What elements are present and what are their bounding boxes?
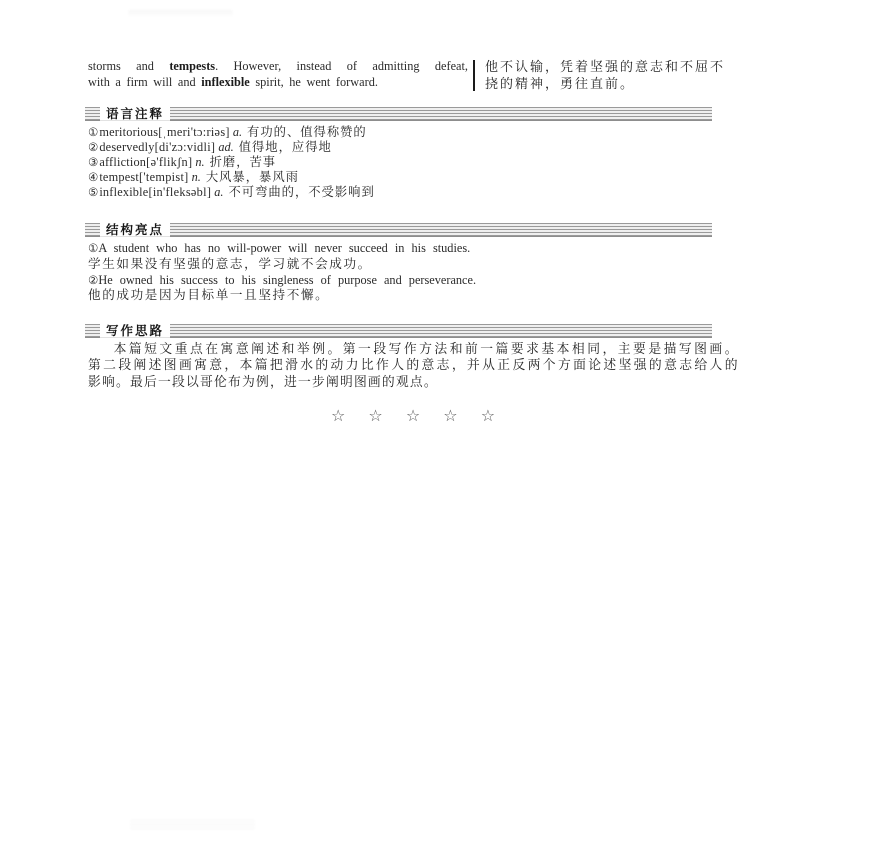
star-icon: ☆ — [368, 406, 383, 425]
column-divider-rule — [473, 60, 475, 91]
example-sentence-zh: 学生如果没有坚强的意志，学习就不会成功。 — [88, 256, 372, 271]
circled-number: ⑤ — [88, 185, 99, 199]
sentence-text: A student who has no will-power will never succeed in his studies. — [98, 241, 471, 255]
vocabulary-list — [88, 125, 733, 200]
chinese-meaning: 不可弯曲的，不受影响到 — [228, 185, 375, 199]
phonetic: ['tempist] — [138, 170, 189, 184]
chinese-meaning: 有功的、值得称赞的 — [247, 125, 367, 139]
phonetic: [ə'flikʃn] — [146, 155, 193, 169]
phonetic: [ˌmeri'tɔ:riəs] — [158, 125, 230, 139]
paragraph-line-1: 本篇短文重点在寓意阐述和举例。第一段写作方法和前一篇要求基本相同，主要是描写图画。 — [113, 342, 738, 356]
section-header-language-notes — [85, 107, 712, 121]
phonetic: [in'fleksəbl] — [148, 185, 212, 199]
vocab-entry — [88, 155, 733, 170]
bold-word-tempests: tempests — [169, 59, 216, 73]
circled-number: ① — [88, 241, 99, 255]
sentence-text: He owned his success to his singleness of purpose and perseverance. — [98, 272, 477, 287]
chinese-meaning: 值得地，应得地 — [238, 140, 332, 154]
english-text-column — [88, 59, 468, 90]
part-of-speech: ad. — [218, 140, 234, 154]
section-header-writing-ideas — [85, 324, 712, 338]
scan-artifact-top — [128, 10, 233, 16]
headword: deservedly — [99, 140, 155, 154]
structure-sentences — [88, 241, 733, 304]
headword: inflexible — [99, 185, 149, 199]
section-header-structure-highlights — [85, 223, 712, 237]
bold-word-inflexible: inflexible — [201, 74, 250, 89]
chinese-meaning: 大风暴，暴风雨 — [205, 170, 299, 184]
writing-ideas-paragraph — [88, 341, 738, 390]
scan-artifact-bottom — [130, 820, 255, 829]
part-of-speech: n. — [195, 155, 205, 169]
headword: tempest — [99, 170, 139, 184]
star-separator-row — [88, 406, 738, 425]
circled-number: ④ — [88, 170, 99, 184]
example-sentence-zh: 他的成功是因为目标单一且坚持不懈。 — [88, 288, 330, 303]
english-text: storms and — [88, 59, 170, 73]
circled-number: ② — [88, 140, 99, 154]
phonetic: [di'zɔ:vidli] — [154, 140, 216, 154]
star-icon: ☆ — [443, 406, 458, 425]
vocab-entry — [88, 140, 733, 155]
star-icon: ☆ — [405, 406, 421, 425]
star-icon: ☆ — [330, 406, 346, 425]
circled-number: ③ — [88, 155, 99, 169]
headword: affliction — [99, 155, 147, 169]
chinese-meaning: 折磨，苦事 — [209, 155, 277, 169]
paragraph-line-2: 第二段阐述图画寓意，本篇把滑水的动力比作人的意志，并从正反两个方面论述坚强的意志给人的 — [88, 358, 738, 373]
part-of-speech: a. — [214, 185, 224, 199]
headword: meritorious — [99, 125, 159, 139]
english-text: with a firm will and — [88, 74, 202, 89]
example-sentence-en — [88, 273, 733, 289]
section-title: 写作思路 — [100, 323, 170, 338]
section-title: 结构亮点 — [100, 222, 170, 237]
vocab-entry — [88, 170, 733, 185]
part-of-speech: a. — [232, 125, 243, 139]
section-title: 语言注释 — [100, 106, 170, 121]
circled-number: ① — [88, 125, 99, 139]
circled-number: ② — [88, 272, 99, 287]
english-line-1 — [88, 59, 468, 75]
bilingual-paragraph — [88, 59, 738, 101]
chinese-line-2: 挠的精神，勇往直前。 — [485, 75, 636, 91]
part-of-speech: n. — [191, 170, 201, 184]
chinese-line-1: 他不认输，凭着坚强的意志和不屈不 — [485, 59, 726, 74]
example-sentence-en — [88, 241, 733, 257]
english-line-2 — [88, 75, 468, 91]
chinese-translation-column — [485, 59, 741, 92]
vocab-entry — [88, 185, 733, 200]
vocab-entry — [88, 125, 733, 140]
english-text: spirit, he went forward. — [249, 74, 378, 89]
star-icon: ☆ — [480, 406, 496, 425]
english-text: . However, instead of admitting defeat, — [215, 59, 468, 73]
paragraph-line-3: 影响。最后一段以哥伦布为例，进一步阐明图画的观点。 — [88, 374, 438, 389]
